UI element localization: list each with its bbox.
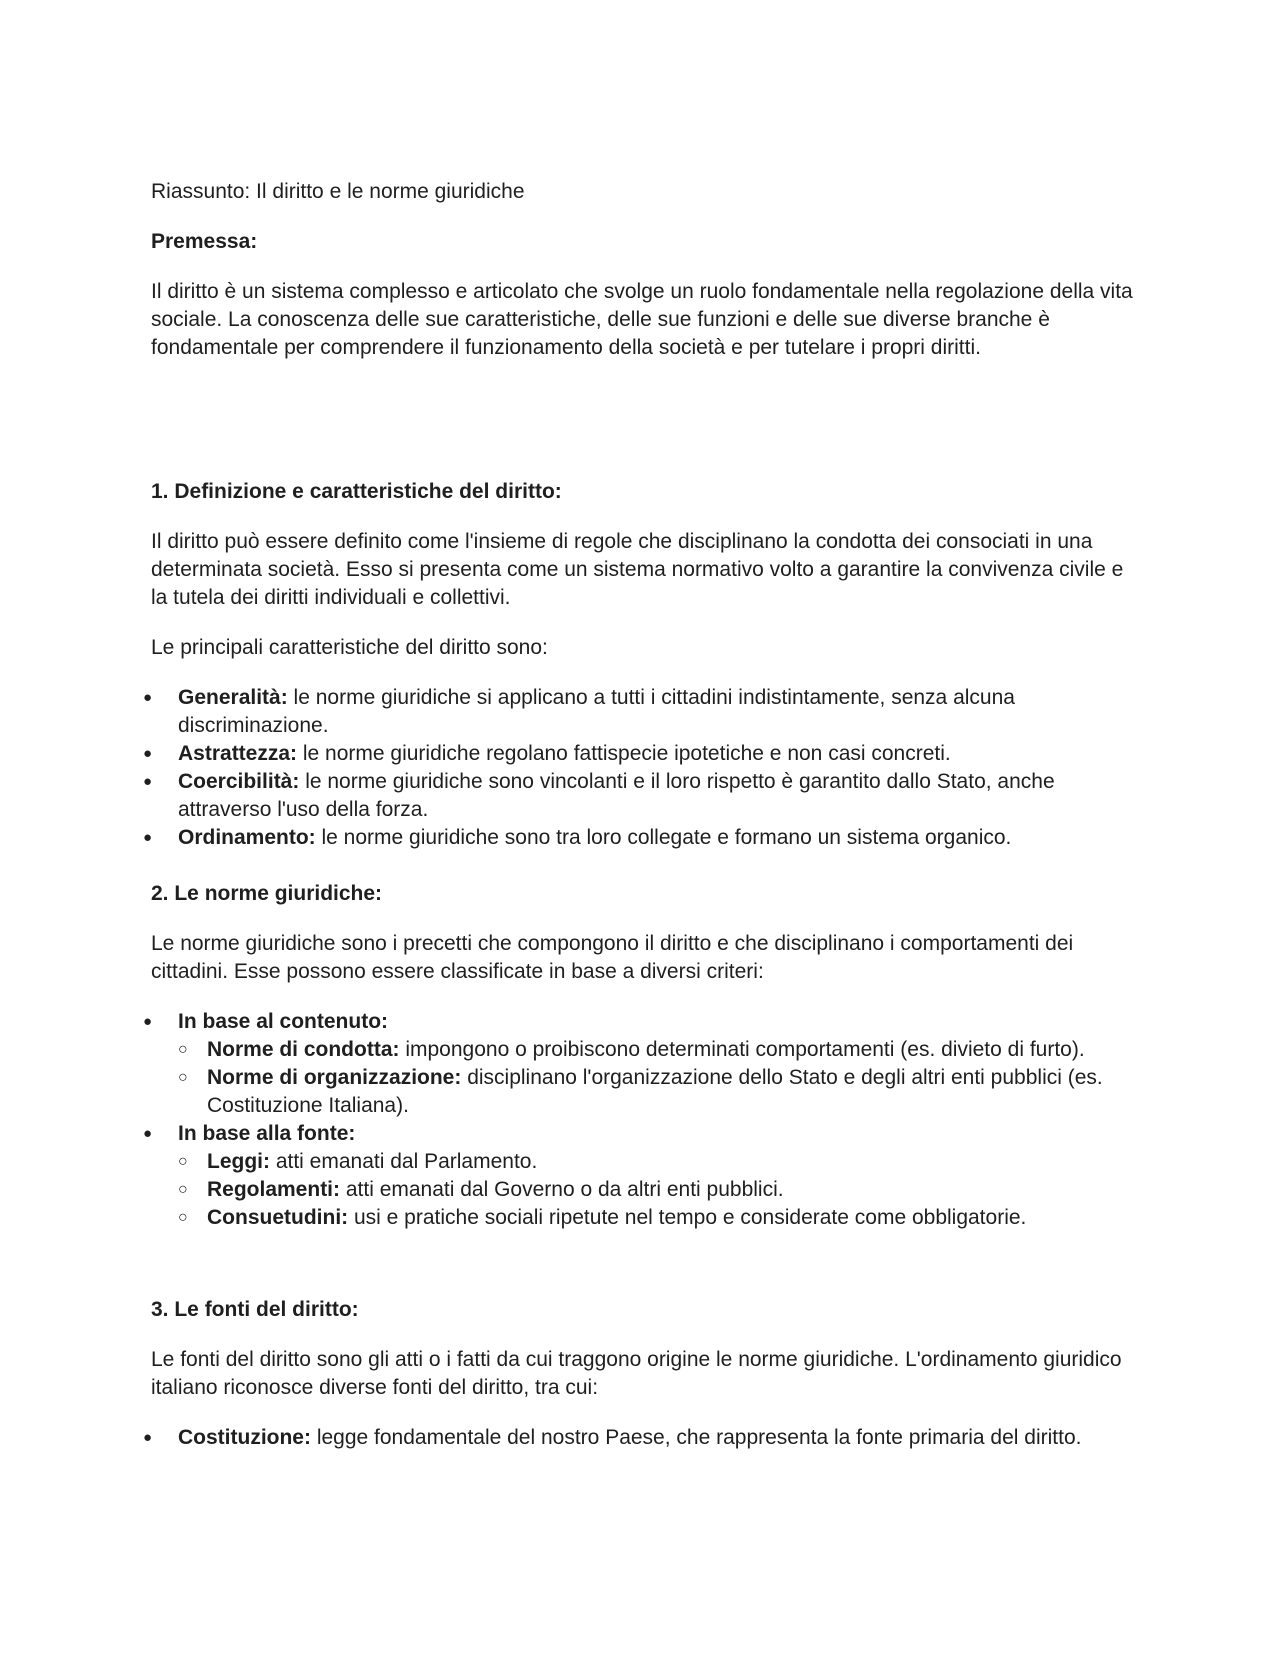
sub-list bbox=[178, 1148, 1143, 1232]
classification-list bbox=[143, 1008, 1143, 1232]
item-text: le norme giuridiche regolano fattispecie ipotetiche e non casi concreti. bbox=[297, 742, 951, 765]
item-term: Astrattezza: bbox=[178, 742, 298, 765]
sources-list bbox=[143, 1424, 1143, 1452]
item-term: Norme di organizzazione: bbox=[207, 1066, 462, 1089]
item-term: Norme di condotta: bbox=[207, 1038, 400, 1061]
item-text: le norme giuridiche sono tra loro collegate e formano un sistema organico. bbox=[315, 826, 1012, 849]
item-text: atti emanati dal Parlamento. bbox=[270, 1150, 538, 1173]
list-item bbox=[143, 684, 1143, 740]
section-1-heading: 1. Definizione e caratteristiche del diritto: bbox=[151, 480, 562, 503]
item-term: Costituzione: bbox=[178, 1426, 311, 1449]
sub-list-item bbox=[178, 1064, 1143, 1120]
item-text: usi e pratiche sociali ripetute nel tempo e considerate come obbligatorie. bbox=[348, 1206, 1027, 1229]
list-item bbox=[143, 740, 1143, 768]
section-3-paragraph: Le fonti del diritto sono gli atti o i fatti da cui traggono origine le norme giuridiche. L'ordinamento giuridico italiano riconosce diverse fonti del diritto, tra cui: bbox=[151, 1348, 1122, 1399]
list-item bbox=[143, 1120, 1143, 1232]
item-term: Ordinamento: bbox=[178, 826, 316, 849]
section-3-heading: 3. Le fonti del diritto: bbox=[151, 1298, 359, 1321]
premessa-paragraph: Il diritto è un sistema complesso e articolato che svolge un ruolo fondamentale nella regolazione della vita sociale. La conoscenza delle sue caratteristiche, delle sue funzioni e delle sue diverse branche è fondamentale per comprendere il funzionamento della società e per tutelare i propri diritti. bbox=[151, 280, 1133, 359]
item-text: le norme giuridiche si applicano a tutti i cittadini indistintamente, senza alcuna discriminazione. bbox=[178, 686, 1015, 737]
item-text: atti emanati dal Governo o da altri enti pubblici. bbox=[340, 1178, 784, 1201]
item-term: Generalità: bbox=[178, 686, 288, 709]
list-item bbox=[143, 824, 1143, 852]
group-label: In base alla fonte: bbox=[178, 1122, 356, 1145]
list-item bbox=[143, 1008, 1143, 1120]
item-text: disciplinano l'organizzazione dello Stato e degli altri enti pubblici (es. Costituzione Italiana). bbox=[207, 1066, 1103, 1117]
item-term: Regolamenti: bbox=[207, 1178, 341, 1201]
sub-list-item bbox=[178, 1036, 1143, 1064]
premessa-heading: Premessa: bbox=[151, 230, 258, 253]
sub-list bbox=[178, 1036, 1143, 1120]
section-2-heading: 2. Le norme giuridiche: bbox=[151, 882, 383, 905]
list-item bbox=[143, 768, 1143, 824]
sub-list-item bbox=[178, 1204, 1143, 1232]
section-1-paragraph: Il diritto può essere definito come l'insieme di regole che disciplinano la condotta dei consociati in una determinata società. Esso si presenta come un sistema normativo volto a garantire la convivenza civile e la tutela dei diritti individuali e collettivi. bbox=[151, 530, 1124, 609]
sub-list-item bbox=[178, 1148, 1143, 1176]
item-text: le norme giuridiche sono vincolanti e il loro rispetto è garantito dallo Stato, anche attraverso l'uso della forza. bbox=[178, 770, 1055, 821]
section-1-intro: Le principali caratteristiche del diritto sono: bbox=[151, 636, 548, 659]
document-title: Riassunto: Il diritto e le norme giuridiche bbox=[151, 180, 525, 203]
group-label: In base al contenuto: bbox=[178, 1010, 389, 1033]
item-term: Consuetudini: bbox=[207, 1206, 349, 1229]
sub-list-item bbox=[178, 1176, 1143, 1204]
characteristics-list bbox=[143, 684, 1143, 852]
item-text: legge fondamentale del nostro Paese, che rappresenta la fonte primaria del diritto. bbox=[310, 1426, 1082, 1449]
item-text: impongono o proibiscono determinati comportamenti (es. divieto di furto). bbox=[399, 1038, 1085, 1061]
item-term: Coercibilità: bbox=[178, 770, 300, 793]
item-term: Leggi: bbox=[207, 1150, 270, 1173]
list-item bbox=[143, 1424, 1143, 1452]
section-2-paragraph: Le norme giuridiche sono i precetti che compongono il diritto e che disciplinano i comportamenti dei cittadini. Esse possono essere classificate in base a diversi criteri: bbox=[151, 932, 1074, 983]
